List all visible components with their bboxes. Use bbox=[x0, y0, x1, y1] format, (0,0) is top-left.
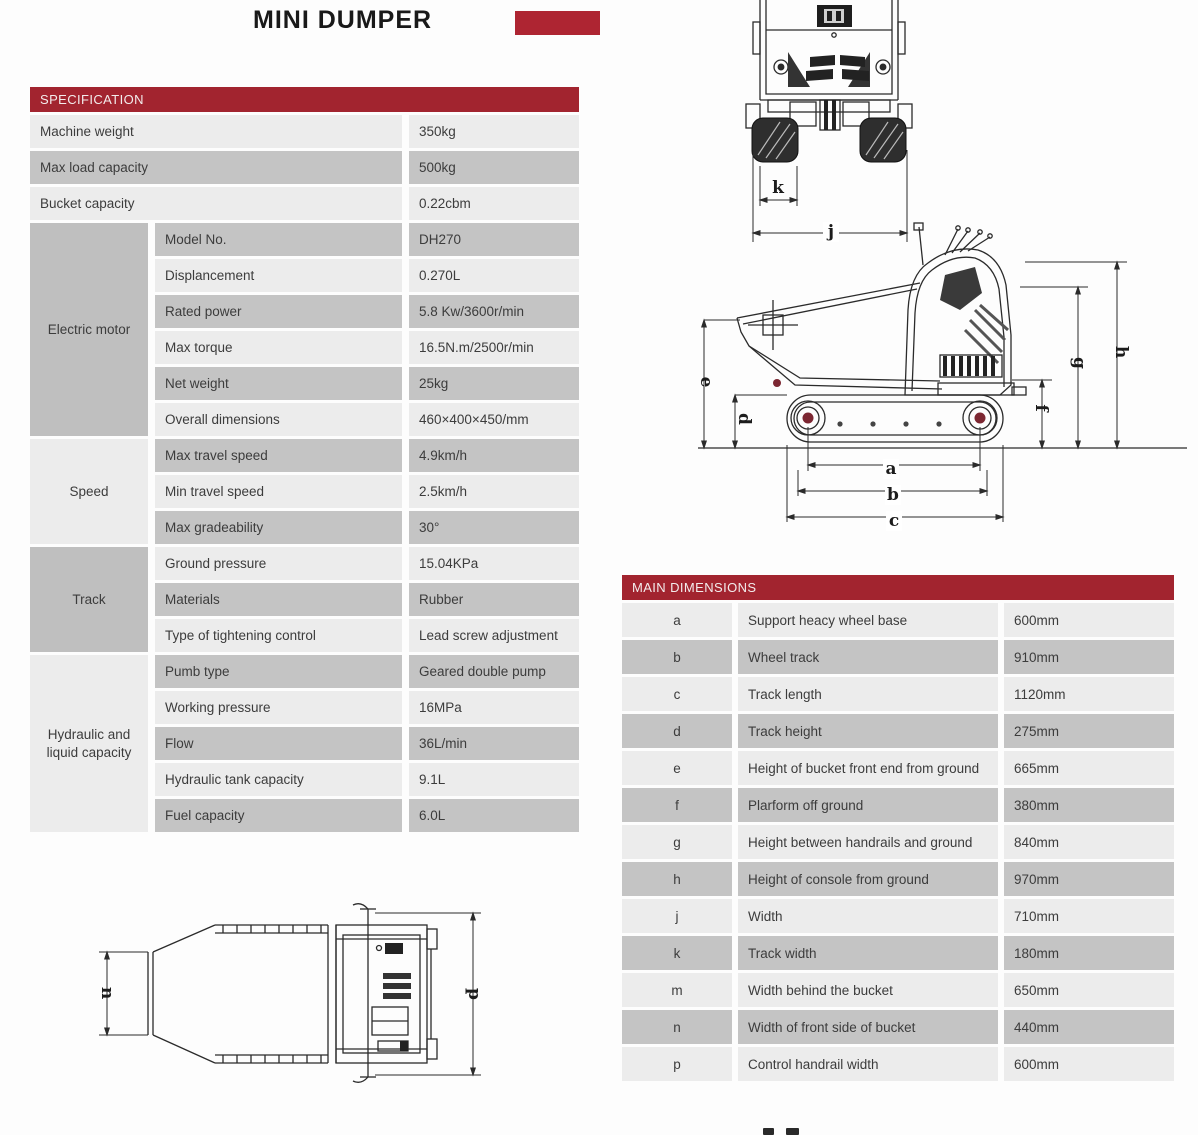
spec-label: Net weight bbox=[155, 367, 402, 400]
dim-value: 710mm bbox=[1004, 899, 1174, 933]
spec-group-speed: Speed bbox=[30, 439, 148, 544]
spec-label: Ground pressure bbox=[155, 547, 402, 580]
spec-value: 460×400×450/mm bbox=[409, 403, 579, 436]
main-dimensions-table-body bbox=[622, 603, 1174, 1081]
dim-label: Width behind the bucket bbox=[738, 973, 998, 1007]
cutoff-text-fragment bbox=[763, 1128, 774, 1135]
dim-key: c bbox=[622, 677, 732, 711]
main-dimensions-table-header: MAIN DIMENSIONS bbox=[622, 575, 1174, 600]
dim-label: Control handrail width bbox=[738, 1047, 998, 1081]
spec-value: 16MPa bbox=[409, 691, 579, 724]
dim-key: n bbox=[622, 1010, 732, 1044]
dim-label-f: f bbox=[1031, 404, 1051, 412]
dim-label: Wheel track bbox=[738, 640, 998, 674]
spec-label: Pumb type bbox=[155, 655, 402, 688]
spec-value: 16.5N.m/2500r/min bbox=[409, 331, 579, 364]
side-view-cab bbox=[905, 223, 1026, 395]
front-view-tracks bbox=[752, 118, 906, 162]
dim-label: Width bbox=[738, 899, 998, 933]
dim-value: 970mm bbox=[1004, 862, 1174, 896]
dim-label-c: c bbox=[886, 511, 902, 531]
dim-key: g bbox=[622, 825, 732, 859]
spec-label: Flow bbox=[155, 727, 402, 760]
side-view-dimension-lines bbox=[702, 262, 1127, 522]
spec-value: 2.5km/h bbox=[409, 475, 579, 508]
spec-label: Bucket capacity bbox=[30, 187, 402, 220]
dim-key: m bbox=[622, 973, 732, 1007]
spec-label: Displancement bbox=[155, 259, 402, 292]
dim-label: Track width bbox=[738, 936, 998, 970]
dim-label: Track length bbox=[738, 677, 998, 711]
dim-label: Width of front side of bucket bbox=[738, 1010, 998, 1044]
spec-value: 4.9km/h bbox=[409, 439, 579, 472]
spec-value: Rubber bbox=[409, 583, 579, 616]
dim-key: j bbox=[622, 899, 732, 933]
dim-key: a bbox=[622, 603, 732, 637]
dim-key: f bbox=[622, 788, 732, 822]
spec-value: 0.270L bbox=[409, 259, 579, 292]
spec-label: Max torque bbox=[155, 331, 402, 364]
dim-value: 440mm bbox=[1004, 1010, 1174, 1044]
top-view-engine-deck bbox=[336, 925, 437, 1063]
spec-value: 5.8 Kw/3600r/min bbox=[409, 295, 579, 328]
dim-value: 600mm bbox=[1004, 1047, 1174, 1081]
specification-table-body bbox=[30, 115, 579, 832]
dim-label-a: a bbox=[883, 459, 899, 479]
spec-value: 350kg bbox=[409, 115, 579, 148]
spec-label: Max gradeability bbox=[155, 511, 402, 544]
dim-label-h: h bbox=[1111, 345, 1131, 359]
specification-table bbox=[30, 87, 579, 832]
dim-label: Height between handrails and ground bbox=[738, 825, 998, 859]
dim-value: 380mm bbox=[1004, 788, 1174, 822]
dim-label-j: j bbox=[823, 222, 839, 242]
spec-label: Materials bbox=[155, 583, 402, 616]
spec-value: 15.04KPa bbox=[409, 547, 579, 580]
dim-label-e: e bbox=[696, 376, 716, 388]
dim-label-g: g bbox=[1069, 357, 1089, 369]
top-view-handlebar bbox=[353, 904, 376, 1083]
dim-value: 650mm bbox=[1004, 973, 1174, 1007]
spec-value: 500kg bbox=[409, 151, 579, 184]
dim-value: 275mm bbox=[1004, 714, 1174, 748]
dim-label-p: p bbox=[464, 988, 484, 1000]
spec-label: Working pressure bbox=[155, 691, 402, 724]
spec-label: Type of tightening control bbox=[155, 619, 402, 652]
top-view-dimension-lines bbox=[99, 913, 481, 1075]
dim-label: Height of console from ground bbox=[738, 862, 998, 896]
spec-value: 36L/min bbox=[409, 727, 579, 760]
top-view-drawing bbox=[85, 895, 505, 1110]
front-view-drawing bbox=[740, 0, 918, 250]
spec-value: 6.0L bbox=[409, 799, 579, 832]
spec-value: Geared double pump bbox=[409, 655, 579, 688]
dim-value: 910mm bbox=[1004, 640, 1174, 674]
dim-key: h bbox=[622, 862, 732, 896]
dim-key: d bbox=[622, 714, 732, 748]
side-view-bucket bbox=[737, 283, 942, 389]
cutoff-text-fragment bbox=[786, 1128, 799, 1135]
dim-label: Support heacy wheel base bbox=[738, 603, 998, 637]
dim-value: 665mm bbox=[1004, 751, 1174, 785]
front-view-body bbox=[746, 0, 912, 130]
spec-label: Machine weight bbox=[30, 115, 402, 148]
spec-group-track: Track bbox=[30, 547, 148, 652]
spec-label: Max load capacity bbox=[30, 151, 402, 184]
dim-key: e bbox=[622, 751, 732, 785]
spec-value: 30° bbox=[409, 511, 579, 544]
dim-label: Track height bbox=[738, 714, 998, 748]
spec-group-electric-motor: Electric motor bbox=[30, 223, 148, 436]
title-accent-bar bbox=[515, 11, 600, 35]
side-view-track bbox=[787, 395, 1003, 442]
dim-label: Height of bucket front end from ground bbox=[738, 751, 998, 785]
dim-key: b bbox=[622, 640, 732, 674]
dim-value: 180mm bbox=[1004, 936, 1174, 970]
dim-label-k: k bbox=[772, 178, 784, 198]
spec-label: Max travel speed bbox=[155, 439, 402, 472]
dim-key: k bbox=[622, 936, 732, 970]
specification-table-header: SPECIFICATION bbox=[30, 87, 579, 112]
spec-label: Overall dimensions bbox=[155, 403, 402, 436]
spec-label: Model No. bbox=[155, 223, 402, 256]
page-title: MINI DUMPER bbox=[253, 6, 433, 34]
spec-group-hydraulic: Hydraulic and liquid capacity bbox=[30, 655, 148, 832]
spec-value: Lead screw adjustment bbox=[409, 619, 579, 652]
spec-label: Min travel speed bbox=[155, 475, 402, 508]
spec-value: 25kg bbox=[409, 367, 579, 400]
dim-key: p bbox=[622, 1047, 732, 1081]
dim-label-b: b bbox=[885, 485, 901, 505]
spec-value: 0.22cbm bbox=[409, 187, 579, 220]
main-dimensions-table bbox=[622, 575, 1174, 1081]
spec-label: Fuel capacity bbox=[155, 799, 402, 832]
top-view-bucket bbox=[148, 925, 336, 1063]
spec-label: Hydraulic tank capacity bbox=[155, 763, 402, 796]
side-view-drawing bbox=[690, 215, 1195, 565]
dim-value: 840mm bbox=[1004, 825, 1174, 859]
spec-value: DH270 bbox=[409, 223, 579, 256]
spec-label: Rated power bbox=[155, 295, 402, 328]
spec-value: 9.1L bbox=[409, 763, 579, 796]
dim-label-n: n bbox=[97, 986, 117, 1000]
dim-value: 600mm bbox=[1004, 603, 1174, 637]
dim-label-d: d bbox=[734, 413, 754, 425]
dim-label: Plarform off ground bbox=[738, 788, 998, 822]
dim-value: 1120mm bbox=[1004, 677, 1174, 711]
